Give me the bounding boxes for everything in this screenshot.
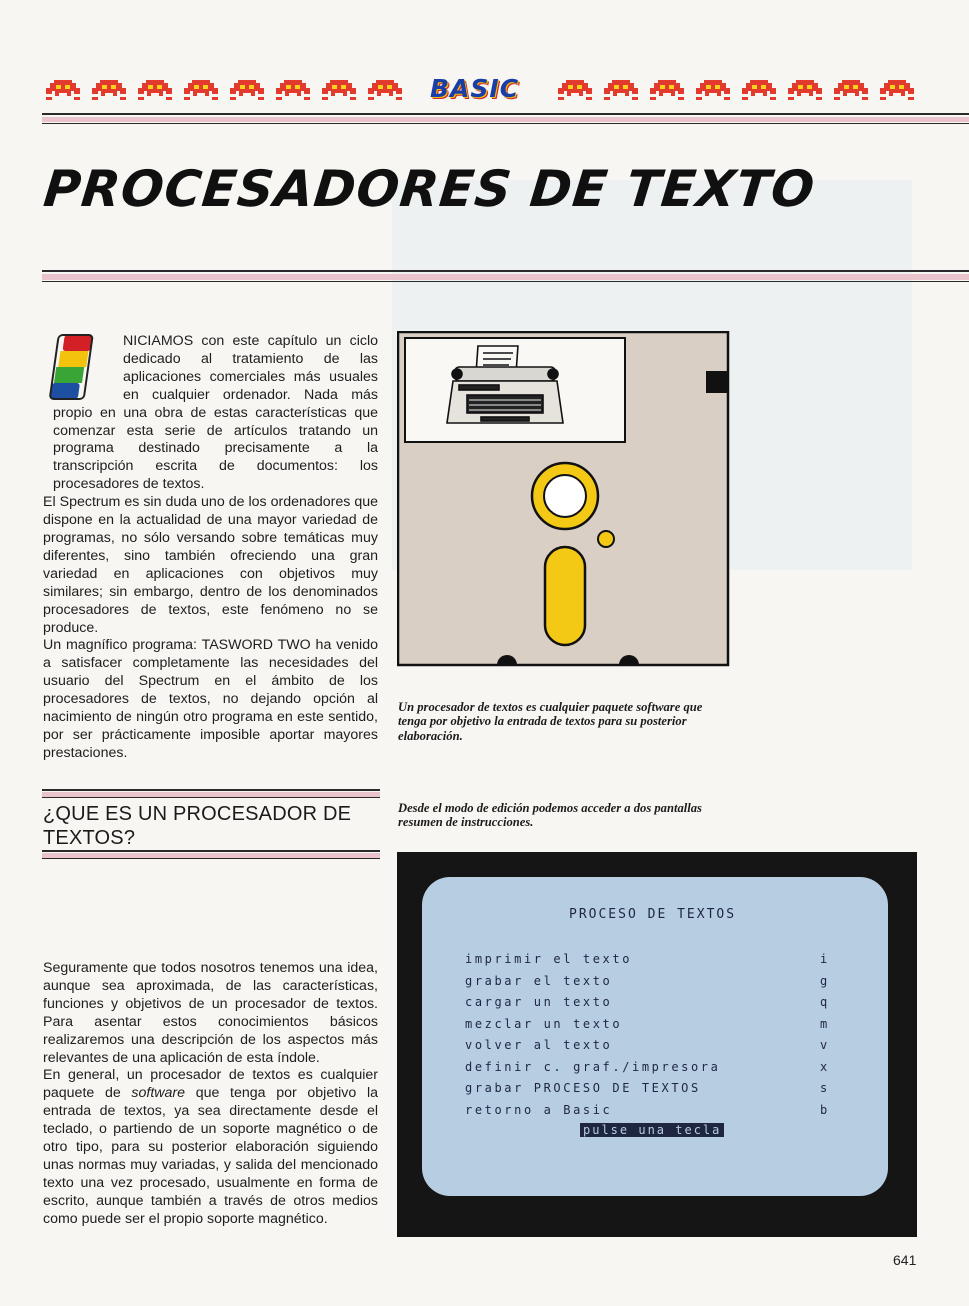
software-emphasis: software: [131, 1085, 186, 1102]
subhead-rule-bottom2: [42, 858, 380, 859]
paragraph-3: Un magnífico programa: TASWORD TWO ha venido a satisfacer completamente las necesidades del usuario del Spectrum en el ámbito de los procesadores de textos, no dejando opción al nacimiento de ningún otro programa en este sentido, por ser prácticamente imposible aportar mayores prestaciones.: [43, 637, 378, 761]
space-invader-icon: [90, 76, 128, 102]
article-title: PROCESADORES DE TEXTO: [40, 160, 818, 218]
figure2-caption: Desde el modo de edición podemos acceder a dos pantallas resumen de instrucciones.: [398, 801, 702, 830]
section-logo: BASIC: [430, 74, 520, 103]
space-invader-icon: [832, 76, 870, 102]
space-invader-icon: [878, 76, 916, 102]
space-invader-icon: [320, 76, 358, 102]
space-invader-icon: [366, 76, 404, 102]
disk-index-hole: [598, 531, 614, 547]
menu-option-key: b: [820, 1102, 828, 1117]
floppy-disk-illustration: [397, 331, 733, 669]
menu-option-key: q: [820, 995, 828, 1009]
space-invader-icon: [786, 76, 824, 102]
section-p2-part-b: que tenga por objetivo la entrada de textos, ya sea directamente desde el teclado, o partiendo de un soporte magnético o de otro tipo, para su posterior elaboración siguiendo unas normas muy variadas, y salida del mencionado texto una vez procesado, usualmente en forma de escrito, aunque también a través de otros medios como puede ser el propio soporte magnético.: [43, 1085, 378, 1227]
menu-option-label: imprimir el texto: [465, 952, 633, 966]
title-rule-top: [42, 270, 969, 272]
page-number: 641: [893, 1252, 917, 1268]
paragraph-2: El Spectrum es sin duda uno de los ordenadores que dispone en la actualidad de una mayor variedad de programas, no sólo versando sobre temáticas muy diferentes, sino también ofreciendo una gran variedad en aplicaciones con objetivos muy similares; sin embargo, dentro de los denominados procesadores de textos, este fenómeno no se produce.: [43, 494, 378, 636]
space-invader-icon: [274, 76, 312, 102]
menu-option-label: definir c. graf./impresora: [465, 1059, 721, 1074]
title-band: [42, 274, 969, 280]
section-subheading: ¿QUE ES UN PROCESADOR DE TEXTOS?: [43, 803, 352, 849]
subhead-rule-top2: [42, 797, 380, 798]
title-rule-bottom: [42, 281, 969, 282]
menu-option-label: retorno a Basic: [465, 1102, 613, 1117]
header-band: [42, 117, 969, 122]
spectrum-screen: [422, 877, 888, 1196]
menu-option-label: grabar el texto: [465, 973, 613, 988]
intro-text: [43, 333, 378, 763]
section-paragraph-1: Seguramente que todos nosotros tenemos una idea, aunque sea aproximada, de las características, funciones y objetivos de un procesador de textos. Para asentar estos conocimientos básicos realizaremos una descripción de los aspectos más relevantes de una aplicación de esta índole.: [43, 960, 378, 1066]
space-invader-icon: [136, 76, 174, 102]
invader-row-right: [556, 76, 916, 106]
space-invader-icon: [44, 76, 82, 102]
menu-option-key: i: [820, 952, 828, 966]
header-rule-bottom: [42, 123, 969, 124]
menu-option-key: v: [820, 1038, 828, 1052]
menu-option-label: mezclar un texto: [465, 1016, 623, 1031]
section-body: [43, 960, 378, 1229]
menu-option-label: volver al texto: [465, 1038, 613, 1052]
section-paragraph-2: [43, 1067, 378, 1228]
invader-row-left: [44, 76, 404, 106]
space-invader-icon: [556, 76, 594, 102]
space-invader-icon: [694, 76, 732, 102]
section-p2-part-a: En general, un procesador de textos es cualquier paquete de: [43, 1067, 378, 1102]
menu-option-key: m: [820, 1016, 828, 1031]
menu-option-key: s: [820, 1081, 828, 1095]
dropcap-i-icon: [43, 333, 113, 401]
space-invader-icon: [648, 76, 686, 102]
menu-option-label: grabar PROCESO DE TEXTOS: [465, 1081, 701, 1095]
space-invader-icon: [740, 76, 778, 102]
space-invader-icon: [228, 76, 266, 102]
screen-title: PROCESO DE TEXTOS: [569, 907, 737, 922]
menu-option-key: x: [820, 1059, 828, 1074]
menu-option-label: cargar un texto: [465, 995, 613, 1009]
header-rule-top: [42, 113, 969, 115]
subhead-rule-top: [42, 789, 380, 791]
space-invader-icon: [602, 76, 640, 102]
press-key-prompt: pulse una tecla: [580, 1123, 724, 1137]
intro-paragraph: NICIAMOS con este capítulo un ciclo dedicado al tratamiento de las aplicaciones comerciales más usuales en cualquier ordenador. Nada más propio en una obra de estas características que comenzar esta serie de artículos tratando un programa destinado precisamente a la transcripción escrita de documentos: los procesadores de textos.: [53, 333, 378, 493]
space-invader-icon: [182, 76, 220, 102]
disk-hub-hole: [544, 475, 586, 517]
menu-option-key: g: [820, 973, 828, 988]
disk-read-slot: [545, 547, 585, 645]
figure1-caption: Un procesador de textos es cualquier paquete software que tenga por objetivo la entrada de textos para su posterior elaboración.: [398, 700, 703, 743]
subhead-rule-bottom: [42, 850, 380, 852]
